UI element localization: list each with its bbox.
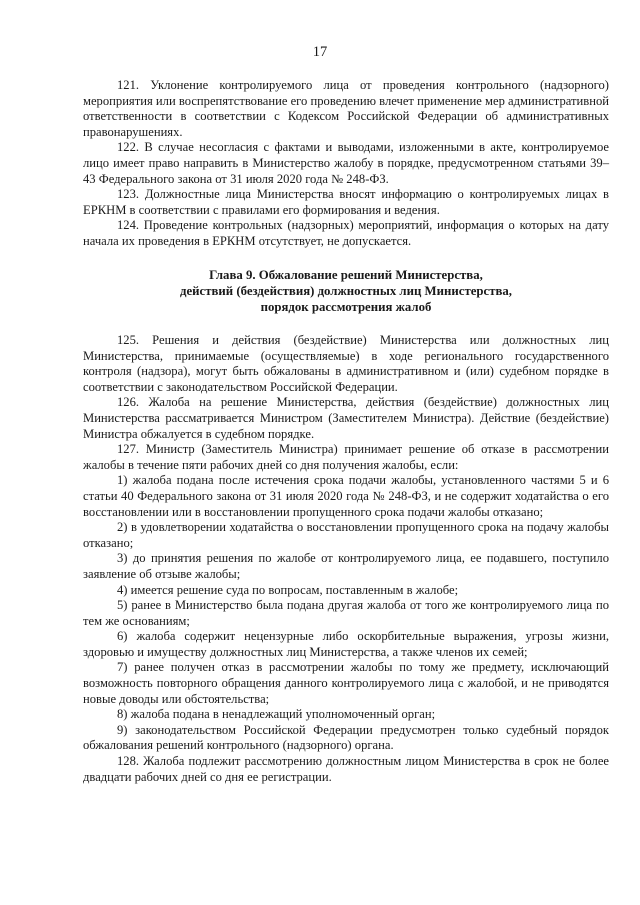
list-item-1: 1) жалоба подана после истечения срока подачи жалобы, установленного частями 5 и 6 статьи 40 Федерального закона от 31 июля 2020 года № 248-ФЗ, и не содержит ходатайства о его восстановлении или в восстановлении пропущенного срока подачи жалобы отказано;: [83, 473, 609, 519]
section-main-paragraphs: [83, 333, 609, 785]
chapter-heading: [83, 267, 609, 315]
list-item-9: 9) законодательством Российской Федерации предусмотрен только судебный порядок обжалования решений контрольного (надзорного) органа.: [83, 722, 609, 753]
list-item-2: 2) в удовлетворении ходатайства о восстановлении пропущенного срока на подачу жалобы отказано;: [83, 520, 609, 550]
list-item-7: 7) ранее получен отказ в рассмотрении жалобы по тому же предмету, исключающий возможность повторного обращения данного контролируемого лица с жалобой, и не приводятся новые доводы или обстоятельства;: [83, 660, 609, 706]
chapter-heading-line-2: действий (бездействия) должностных лиц Министерства,: [179, 284, 512, 298]
paragraph-122: 122. В случае несогласия с фактами и выводами, изложенными в акте, контролируемое лицо имеет право направить в Министерство жалобу в порядке, предусмотренном статьями 39–43 Федерального закона от 31 июля 2020 года № 248-ФЗ.: [83, 140, 609, 186]
page-number: 17: [312, 44, 328, 60]
section-top-paragraphs: [83, 78, 609, 250]
chapter-heading-line-3: порядок рассмотрения жалоб: [260, 300, 432, 314]
paragraph-121: 121. Уклонение контролируемого лица от проведения контрольного (надзорного) мероприятия или воспрепятствование его проведению влечет применение мер административной ответственности в соответствии с Кодексом Российской Федерации об административных правонарушениях.: [83, 78, 609, 139]
list-item-3: 3) до принятия решения по жалобе от контролируемого лица, ее подавшего, поступило заявление об отзыве жалобы;: [83, 551, 609, 581]
paragraph-128: 128. Жалоба подлежит рассмотрению должностным лицом Министерства в срок не более двадцати рабочих дней со дня ее регистрации.: [83, 754, 609, 784]
paragraph-124: 124. Проведение контрольных (надзорных) мероприятий, информация о которых на дату начала их проведения в ЕРКНМ отсутствует, не допускается.: [83, 218, 609, 248]
list-item-8: 8) жалоба подана в ненадлежащий уполномоченный орган;: [117, 707, 436, 722]
list-item-4: 4) имеется решение суда по вопросам, поставленным в жалобе;: [117, 582, 459, 597]
paragraph-126: 126. Жалоба на решение Министерства, действия (бездействие) должностных лиц Министерства рассматривается Министром (Заместителем Министра). Действие (бездействие) Министра обжалуется в судебном порядке.: [83, 395, 609, 441]
paragraph-127: 127. Министр (Заместитель Министра) принимает решение об отказе в рассмотрении жалобы в течение пяти рабочих дней со дня получения жалобы, если:: [83, 442, 609, 472]
paragraph-125: 125. Решения и действия (бездействие) Министерства или должностных лиц Министерства, принимаемые (осуществляемые) в ходе регионального государственного контроля (надзора), могут быть обжалованы в административном и (или) судебном порядке в соответствии с законодательством Российской Федерации.: [83, 333, 609, 394]
list-item-5: 5) ранее в Министерство была подана другая жалоба от того же контролируемого лица по тем же основаниям;: [83, 598, 609, 628]
chapter-heading-line-1: Глава 9. Обжалование решений Министерства,: [209, 268, 483, 282]
list-item-6: 6) жалоба содержит нецензурные либо оскорбительные выражения, угрозы жизни, здоровью и имуществу должностных лиц Министерства, а также членов их семей;: [83, 629, 609, 659]
paragraph-123: 123. Должностные лица Министерства вносят информацию о контролируемых лицах в ЕРКНМ в соответствии с правилами его формирования и ведения.: [83, 187, 609, 217]
